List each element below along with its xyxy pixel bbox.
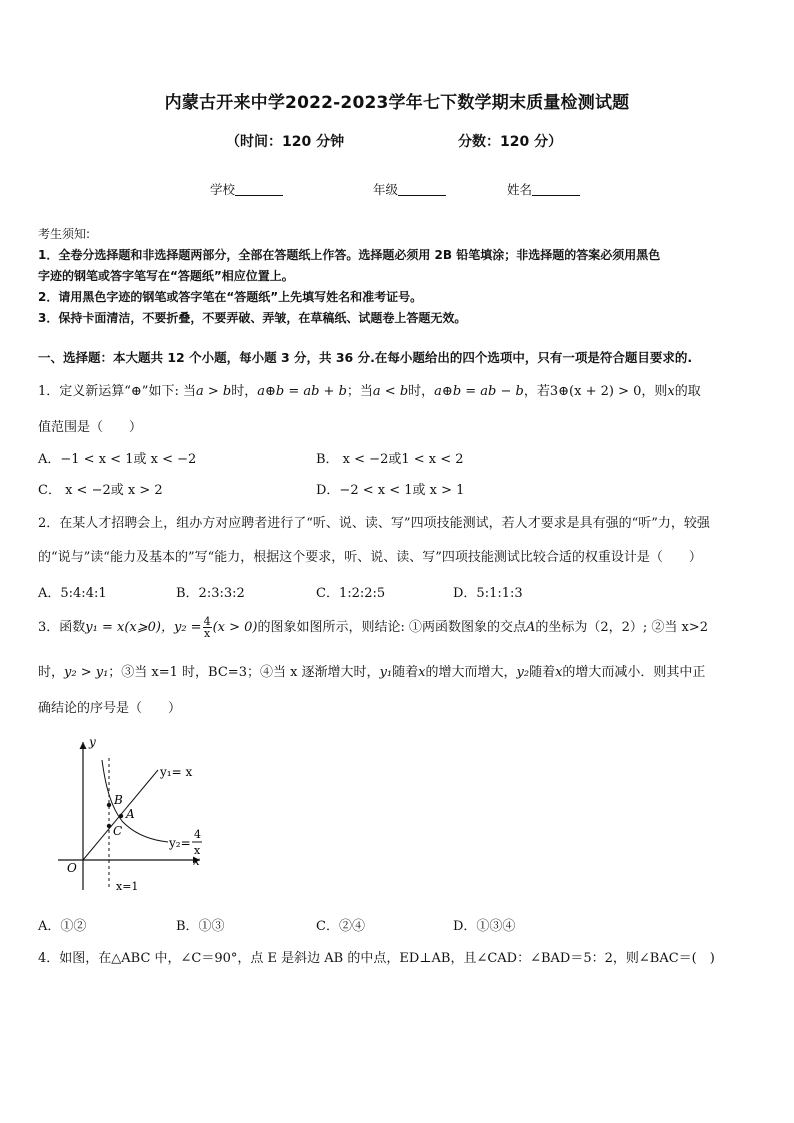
q3-text: 的坐标为（2，2）; ②当 x>2 <box>535 620 709 635</box>
q1-text: 的取 <box>674 384 701 399</box>
q3-text: 3．函数 <box>38 620 86 635</box>
q1-text: ，若 <box>523 384 550 399</box>
grade-field[interactable] <box>373 180 446 198</box>
y2-label-num: 4 <box>194 828 201 841</box>
q1-math: a > b <box>195 384 232 399</box>
q3-math: y₂ = <box>173 620 202 635</box>
q1-math: a⊕b = ab − b <box>434 384 524 399</box>
note-line: 字迹的钢笔或答字笔写在“答题纸”相应位置上。 <box>38 269 294 283</box>
name-field[interactable] <box>507 180 580 198</box>
q1-option-c[interactable]: C． x < −2或 x > 2 <box>38 483 163 498</box>
y1-label: y₁= x <box>160 765 193 779</box>
point-c-dot <box>107 824 111 828</box>
q3-math: x <box>555 665 563 680</box>
q1-text: 时， <box>408 384 435 399</box>
name-blank[interactable] <box>532 182 580 196</box>
point-a-dot <box>119 814 123 818</box>
q3-text: 的图象如图所示，则结论: ①两函数图象的交点 <box>257 620 526 635</box>
q3-math: y₂ > y₁ <box>64 665 109 680</box>
q3-line2 <box>38 661 705 680</box>
q3-text: 的增大而减小．则其中正 <box>562 665 706 680</box>
q2-option-d[interactable]: D．5:1:1:3 <box>453 586 523 601</box>
q3-function-graph <box>50 730 220 900</box>
q2-line1: 2．在某人才招聘会上，组办方对应聘者进行了“听、说、读、写”四项技能测试，若人才要求是具有强的“听”力，较强 <box>38 516 710 531</box>
q3-option-b[interactable]: B．①③ <box>176 919 225 934</box>
q3-math: y₂ <box>516 665 530 680</box>
q1-line2: 值范围是（ ） <box>38 420 143 435</box>
point-b-label: B <box>114 793 123 807</box>
q3-math: x <box>418 665 426 680</box>
q1-text: ；当 <box>346 384 373 399</box>
q1-math: x <box>667 384 675 399</box>
q3-math: A <box>525 620 536 635</box>
q3-option-d[interactable]: D．①③④ <box>453 919 516 934</box>
notes-heading: 考生须知: <box>38 227 91 241</box>
q3-math: (x > 0) <box>212 620 258 635</box>
q3-fraction <box>203 616 212 639</box>
q3-line3: 确结论的序号是（ ） <box>38 701 182 716</box>
note-line: 2．请用黑色字迹的钢笔或答字笔在“答题纸”上先填写姓名和准考证号。 <box>38 290 423 304</box>
x-axis-label: x <box>193 854 200 868</box>
exam-time: （时间：120 分钟 <box>226 134 345 150</box>
q3-option-a[interactable]: A．①② <box>38 919 87 934</box>
q3-text: 随着 <box>392 665 419 680</box>
q1-math: 3⊕(x + 2) > 0 <box>549 384 642 399</box>
name-label: 姓名 <box>507 182 533 197</box>
school-blank[interactable] <box>235 182 283 196</box>
exam-score: 分数：120 分） <box>458 134 563 150</box>
grade-label: 年级 <box>373 182 399 197</box>
q1-math: a⊕b = ab + b <box>257 384 347 399</box>
y2-curve <box>102 760 168 842</box>
exam-notes <box>38 224 758 329</box>
q3-line1 <box>38 616 708 639</box>
q2-line2: 的“说与”读“能力及基本的”写“能力，根据这个要求，听、说、读、写”四项技能测试比较合适的权重设计是（ ） <box>38 550 702 565</box>
q3-text: ；③当 x=1 时，BC=3；④当 x 逐渐增大时， <box>108 665 380 680</box>
q1-math: a < b <box>372 384 409 399</box>
point-c-label: C <box>113 824 123 838</box>
q1-line1 <box>38 380 701 399</box>
grade-blank[interactable] <box>398 182 446 196</box>
fraction-numerator: 4 <box>203 615 211 628</box>
q1-text: 时， <box>231 384 258 399</box>
q1-text: ，则 <box>641 384 668 399</box>
note-line: 3．保持卡面清洁，不要折叠，不要弄破、弄皱，在草稿纸、试题卷上答题无效。 <box>38 311 467 325</box>
q3-text: 随着 <box>529 665 556 680</box>
q3-text: 的增大而增大， <box>425 665 517 680</box>
q1-option-a[interactable]: A．−1 < x < 1或 x < −2 <box>38 452 197 467</box>
x1-label: x=1 <box>116 880 139 893</box>
school-field[interactable] <box>210 180 283 198</box>
y2-label-den: x <box>194 844 201 857</box>
q3-text: 时， <box>38 665 65 680</box>
q1-text: 1．定义新运算“⊕”如下: 当 <box>38 384 196 399</box>
q3-option-c[interactable]: C．②④ <box>316 919 365 934</box>
q2-option-b[interactable]: B．2:3:3:2 <box>176 586 245 601</box>
exam-title: 内蒙古开来中学2022-2023学年七下数学期末质量检测试题 <box>164 93 630 113</box>
school-label: 学校 <box>210 182 236 197</box>
point-b-dot <box>107 803 111 807</box>
y2-label: y₂= <box>169 836 191 850</box>
origin-label: O <box>67 861 77 875</box>
q4-line1: 4．如图，在△ABC 中，∠C＝90°，点 E 是斜边 AB 的中点，ED⊥AB，且∠CAD：∠BAD＝5：2，则∠BAC＝( ) <box>38 951 715 966</box>
q2-option-a[interactable]: A．5:4:4:1 <box>38 586 107 601</box>
q1-option-d[interactable]: D．−2 < x < 1或 x > 1 <box>316 483 465 498</box>
q1-option-b[interactable]: B． x < −2或1 < x < 2 <box>316 452 464 467</box>
point-a-label: A <box>126 807 135 821</box>
section-heading: 一、选择题：本大题共 12 个小题，每小题 3 分，共 36 分.在每小题给出的四个选项中，只有一项是符合题目要求的. <box>38 350 693 365</box>
q2-option-c[interactable]: C．1:2:2:5 <box>316 586 386 601</box>
y-axis-label: y <box>89 735 96 749</box>
q3-math: y₁ = x(x⩾0)， <box>85 620 174 635</box>
fraction-denominator: x <box>203 627 211 640</box>
q3-math: y₁ <box>379 665 393 680</box>
note-line: 1．全卷分选择题和非选择题两部分，全部在答题纸上作答。选择题必须用 2B 铅笔填涂；非选择题的答案必须用黑色 <box>38 248 661 262</box>
